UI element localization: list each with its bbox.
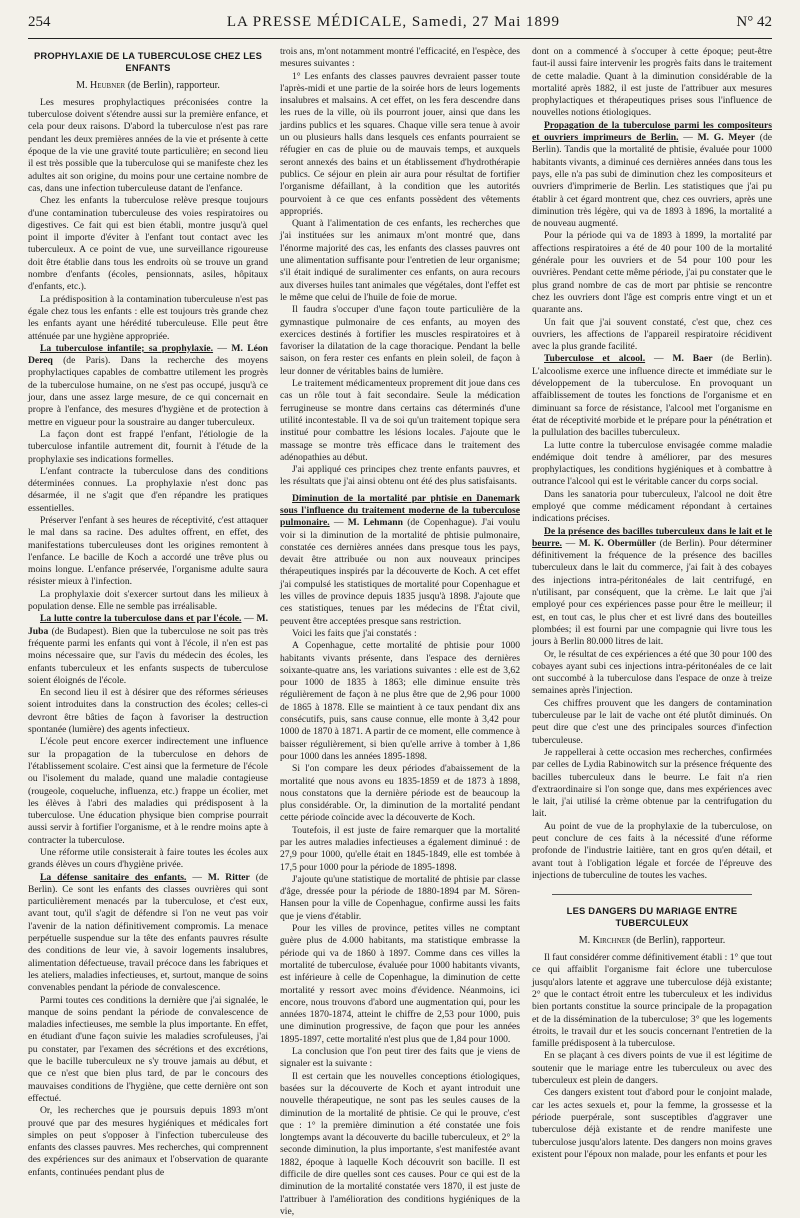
paragraph: Ces dangers existent tout d'abord pour le conjoint malade, car les actes sexuels et, pour la femme, la grossesse et la période puerpérale, sont susceptibles d'aggraver une tuberculose déjà existante et de rendre manifeste une tuberculose jusqu'alors latente. Des dangers non moins graves existent pour l'époux non malade, pour les enfants et pour les bbox=[532, 1087, 772, 1160]
paragraph: Parmi toutes ces conditions la dernière que j'ai signalée, le manque de soins pendant la période de convalescence de maladies infectieuses, me semble la plus importante. En effet, en étudiant d'une façon suivie les maladies scrofuleuses, j'ai pu constater, par l'examen des sécrétions et des excrétions, que le bacille tuberculeux ne s'y trouve jamais au début, et que ce n'est que bien plus tard, de par le concours des mauvaises conditions de l'hygiène, que cette dernière ont son effectué. bbox=[28, 994, 268, 1104]
subsection-heading: Diminution de la mortalité par phtisie en Danemark sous l'influence du traitement moderne de la tuberculose pulmonaire. bbox=[280, 492, 520, 529]
column-1 bbox=[28, 46, 269, 1178]
subsection-text: (de Berlin). Ce sont les enfants des classes ouvrières qui sont particulièrement menacés par la tuberculose, et c'est eux, avant tout, qu'il s'agit de défendre si l'on ne veut pas voir l'avenir de la nation définitivement compromis. La menace perpétuelle suspendue sur la tête des enfants pauvres résulte des conditions de leur vie, à savoir logements insalubres, alimentation défectueuse, travail précoce dans les fabriques et les ateliers, maladies infectieuses, et, surtout, manque de soins convenables pendant la période de convalescence. bbox=[28, 871, 268, 994]
section-divider bbox=[552, 894, 752, 895]
paragraph: Chez les enfants la tuberculose relève presque toujours d'une contamination tuberculeuse des voies respiratoires ou digestives. Ce fait qui est bien établi, montre jusqu'à quel point il importe d'éviter à l'enfant tout contact avec les tuberculeux. A ce point de vue, une surveillance rigoureuse doit être établie dans tous les endroits où se trouve un grand nombre d'enfants (écoles, pensionnats, asiles, hôpitaux d'enfants, etc.). bbox=[28, 195, 268, 293]
section-title: LES DANGERS DU MARIAGE ENTRE TUBERCULEUX bbox=[566, 905, 738, 929]
paragraph: L'enfant contracte la tuberculose dans des conditions déterminées connues. La prophylaxie n'est donc pas désarmée, il ne s'agit que d'en répandre les pratiques essentielles. bbox=[28, 465, 268, 514]
page-header bbox=[28, 14, 772, 36]
paragraph: Une réforme utile consisterait à faire toutes les écoles aux grands élèves un cours d'hygiène privée. bbox=[28, 847, 268, 871]
journal-title: LA PRESSE MÉDICALE, Samedi, 27 Mai 1899 bbox=[226, 14, 561, 30]
header-rule bbox=[28, 38, 772, 39]
subsection: La lutte contre la tuberculose dans et par l'école. — M. Juba (de Budapest). Bien que la tuberculose ne soit pas très fréquente parmi les enfants qui vont à l'école, il n'en est pas moins nécessaire que, sur l'avis du médecin des écoles, les enfants tuberculeux et les enfants suspects de tuberculose soient éloignés de l'école. bbox=[28, 613, 268, 686]
paragraph: A Copenhague, cette mortalité de phtisie pour 1000 habitants vivants présente, dans l'espace des dernières soixante-quatre ans, les variations suivantes : elle est de 3,62 pour 1000 de 1835 à 1863; elle diminue ensuite très régulièrement de façon à ne plus être que de 2,96 pour 1000 de 1865 à 1878. Elle se maintient à ce taux pendant dix ans consécutifs, puis, sans cause connue, elle monte à 3,42 pour 1000 de 1870 à 1871. A partir de ce moment, elle commence à baisser régulièrement, si bien qu'elle arrive à tomber à 1,86 pour 1000 dans les années 1895-1898. bbox=[280, 640, 520, 762]
subsection: Tuberculose et alcool. — M. Baer (de Berlin). L'alcoolisme exerce une influence directe et immédiate sur le développement de la tuberculose. En provoquant un affaiblissement de toutes les fonctions de l'organisme et en diminuant sa force de résistance, l'alcool met l'organisme en état de réceptivité morbide et le prépare pour la pénétration et la pullulation des bacilles tuberculeux. bbox=[532, 353, 772, 439]
author: M. G. Meyer bbox=[697, 132, 756, 144]
subsection: Diminution de la mortalité par phtisie en Danemark sous l'influence du traitement moderne de la tuberculose pulmonaire. — M. Lehmann (de Copenhague). J'ai voulu voir si la diminution de la mortalité de phtisie pulmonaire, constatée ces dernières années dans presque tous les pays, devait être attribuée ou non aux nouveaux principes thérapeutiques inspirés par la découverte de Koch. A cet effet j'ai compulsé les statistiques de mortalité pour Copenhague et les villes de province depuis 1835 jusqu'à 1898. J'ajoute que ces statistiques, tenues par les médecins de l'État civil, peuvent être acceptées presque sans restriction. bbox=[280, 492, 521, 627]
subsection-text: (de Budapest). Bien que la tuberculose ne soit pas très fréquente parmi les enfants qui vont à l'école, il n'en est pas moins nécessaire que, sur l'avis du médecin des écoles, les enfants tuberculeux et les enfants suspects de tuberculose soient éloignés de l'école. bbox=[28, 625, 268, 686]
paragraph: Pour les villes de province, petites villes ne comptant guère plus de 4.000 habitants, ma statistique embrasse la période qui va de 1860 à 1897. Comme dans ces villes la mortalité de tuberculose, évaluée pour 1000 habitants vivants, est inférieure à celle de Copenhague, la diminution de cette mortalité y ressort avec moins d'évidence. Néanmoins, ici encore, nous trouvons d'abord une augmentation qui, pour les années 1870-1874, atteint le chiffre de 2,53 pour 1000, puis une diminution progressive, de façon que pour les années 1895-1897, cette mortalité n'est plus que de 1,84 pour 1000. bbox=[280, 923, 520, 1045]
paragraph: En se plaçant à ces divers points de vue il est légitime de soutenir que le mariage entre les tuberculeux ou avec des tuberculeux est plein de dangers. bbox=[532, 1050, 772, 1087]
author: M. K. Obermüller bbox=[578, 537, 656, 549]
subsection-text: (de Copenhague). J'ai voulu voir si la diminution de la mortalité de phtisie pulmonaire, constatée ces dernières années dans presque tous les pays, devait être attribuée ou non aux nouveaux principes thérapeutiques inspirés par la découverte de Koch. A cet effet j'ai compulsé les statistiques de mortalité pour Copenhague et les villes de province depuis 1835 jusqu'à 1898. J'ajoute que ces statistiques, tenues par les médecins de l'État civil, peuvent être acceptées presque sans restriction. bbox=[280, 517, 521, 627]
paragraph: Dans les sanatoria pour tuberculeux, l'alcool ne doit être employé que comme médicament répondant à certaines indications précises. bbox=[532, 488, 772, 525]
paragraph: Or, les recherches que je poursuis depuis 1893 m'ont prouvé que par des mesures hygiéniques et médicales fort simples on peut s'opposer à l'infection tuberculeuse des enfants des classes pauvres. Mes recherches, qui comprennent des expériences sur des animaux et l'observation de quarante enfants, continuées pendant plus de bbox=[28, 1105, 268, 1178]
issue-number: N° 42 bbox=[736, 14, 772, 30]
paragraph: L'école peut encore exercer indirectement une influence sur la propagation de la tuberculose en dehors de l'établissement scolaire. C'est ainsi que la fermeture de l'école ou l'isolement du malade, quand une maladie contagieuse (rougeole, coqueluche, influenza, etc.) frappe un écolier, met les élèves à l'abri des maladies qui prédisposent à la tuberculose. Une éducation physique bien comprise pourrait aussi servir à fortifier l'organisme, et à le rendre moins apte à contracter la tuberculose. bbox=[28, 736, 268, 846]
paragraph: Or, le résultat de ces expériences a été que 30 pour 100 des cobayes ayant subi ces injections intra-péritonéales de ce lait ont succombé à la tuberculose dans l'espace de onze à treize semaines après l'injection. bbox=[532, 648, 772, 697]
paragraph: Si l'on compare les deux périodes d'abaissement de la mortalité que nous avons eu 1835-1859 et de 1873 à 1898, nous constatons que la dernière période est de beaucoup la plus considérable. Or, la diminution de la mortalité pendant cette période coïncide avec la découverte de Koch. bbox=[280, 763, 520, 824]
rapporteur bbox=[532, 935, 772, 947]
subsection-heading: La lutte contre la tuberculose dans et par l'école. bbox=[40, 613, 242, 625]
paragraph: Les mesures prophylactiques préconisées contre la tuberculose doivent s'étendre aussi sur la première enfance, et cela pour deux raisons. D'abord la tuberculose n'est pas rare pendant les deux premières années de la vie et présente à cette époque de la vie une gravité toute particulière; en second lieu il est très possible que la tuberculose qui se manifeste chez les adultes ait son origine, du moins pour une certaine nombre de cas, dans une infection tuberculeuse datant de l'enfance. bbox=[28, 96, 268, 194]
subsection: Propagation de la tuberculose parmi les compositeurs et ouvriers imprimeurs de Berlin. — M. G. Meyer (de Berlin). Tandis que la mortalité de phtisie, évaluée pour 1000 habitants vivants, a diminué ces dernières années dans tous les pays, elle n'a pas subi de diminution chez les compositeurs et ouvriers d'imprimerie de Berlin. Les statistiques que j'ai pu établir à cet égard montrent que, chez ces ouvriers, après une diminution très légère, qui va de 1893 à 1896, la mortalité a de nouveau augmenté. bbox=[532, 119, 772, 230]
column-2 bbox=[280, 46, 521, 1217]
paragraph: Toutefois, il est juste de faire remarquer que la mortalité par les autres maladies infectieuses a également diminué : de 27,9 pour 1000, qu'elle était en 1845-1849, elle est tombée à 17,5 pour 1000 pour la période de 1895-1898. bbox=[280, 824, 520, 873]
paragraph: Un fait que j'ai souvent constaté, c'est que, chez ces ouvriers, les affections de l'appareil respiratoire récidivent avec la plus grande facilité. bbox=[532, 316, 772, 353]
columns bbox=[28, 46, 772, 1217]
subsection: La tuberculose infantile; sa prophylaxie. — M. Léon Dereq (de Paris). Dans la recherche des moyens prophylactiques capables de combattre utilement les progrès de la tuberculose humaine, on ne s'est pas occupé, jusqu'à ce jour, dans une assez large mesure, de ce qui concernait en propre à l'enfance, des mesures d'hygiène et de protection à mettre en vigueur pour la soustraire au danger tuberculeux. bbox=[28, 342, 269, 428]
paragraph: Il est certain que les nouvelles conceptions étiologiques, basées sur la découverte de Koch et ayant introduit une nouvelle thérapeutique, ne sont pas les seules causes de la diminution de la mortalité de phtisie. Ce qui le prouve, c'est que : 1° la première diminution a été constatée une fois longtemps avant la découverte du bacille tuberculeux, et 2° la seconde diminution, la plus importante, s'est manifestée avant 1882, époque à laquelle Koch découvrit son bacille. Il est difficile de dire quelles sont ces causes. Pour ce qui est de la diminution de la mortalité constatée vers 1870, il est juste de l'attribuer à l'amélioration des conditions hygiéniques de la vie, bbox=[280, 1070, 520, 1217]
paragraph: trois ans, m'ont notamment montré l'efficacité, en l'espèce, des mesures suivantes : bbox=[280, 46, 520, 70]
rapporteur-name: M. Kirchner bbox=[578, 934, 631, 946]
rapporteur-affiliation: (de Berlin), rapporteur. bbox=[125, 79, 220, 91]
paragraph: La prophylaxie doit s'exercer surtout dans les milieux à population dense. Elle ne semble pas irréalisable. bbox=[28, 588, 268, 613]
subsection-text: (de Paris). Dans la recherche des moyens prophylactiques capables de combattre utilement les progrès de la tuberculose humaine, on ne s'est pas occupé, jusqu'à ce jour, dans une assez large mesure, de ce qui concernait en propre à l'enfance, des mesures d'hygiène et de protection à mettre en vigueur pour la soustraire au danger tuberculeux. bbox=[28, 355, 268, 428]
subsection-heading: Tuberculose et alcool. bbox=[544, 353, 646, 365]
section-title: PROPHYLAXIE DE LA TUBERCULOSE CHEZ LES ENFANTS bbox=[33, 50, 263, 74]
paragraph: Je rappellerai à cette occasion mes recherches, confirmées par celles de Lydia Rabinowitch sur la présence fréquente des bacilles tuberculeux dans le beurre. Le fait n'a rien d'extraordinaire si l'on songe que, dans mes expériences avec le lait, j'ai utilisé la crème obtenue par la centrifugation du lait. bbox=[532, 746, 772, 820]
paragraph: Voici les faits que j'ai constatés : bbox=[292, 627, 417, 639]
subsection-text: (de Berlin). L'alcoolisme exerce une influence directe et immédiate sur le développement de la tuberculose. En provoquant un affaiblissement de toutes les fonctions de l'organisme et en diminuant sa force de résistance, l'alcool met l'organisme en état de réceptivité morbide et le prépare pour la pénétration et la pullulation des bacilles tuberculeux. bbox=[532, 353, 772, 439]
page-number: 254 bbox=[28, 14, 51, 30]
paragraph: Pour la période qui va de 1893 à 1899, la mortalité par affections respiratoires a été de 40 pour 100 de la mortalité générale pour les ouvriers et de 54 pour 100 pour les ouvrières. Pendant cette même période, j'ai pu constater que le plus grand nombre de cas de mort par phtisie se rencontre chez les ouvriers dont l'âge est compris entre vingt et un et quarante ans. bbox=[532, 230, 772, 316]
author: M. Ritter bbox=[207, 871, 250, 883]
subsection-text: (de Berlin). Pour déterminer définitivement la fréquence de la présence des bacilles tuberculeux dans le lait du commerce, j'ai fait à des cobayes des injections intra-péritonéales de lait centrifugé, en n'utilisant, par conséquent, que la crème. Le lait que j'ai employé pour ces expériences passe pour être le meilleur; il est, en tout cas, le plus cher et est livré dans des bouteilles plombées; il est fourni par une compagnie qui livre tous les jours à Berlin 80.000 litres de lait. bbox=[532, 537, 772, 648]
paragraph: Ces chiffres prouvent que les dangers de contamination tuberculeuse par le lait de vache ont été plutôt diminués. On peut dire que c'est une des principales sources d'infection tuberculeuse. bbox=[532, 697, 772, 746]
paragraph: Le traitement médicamenteux proprement dit joue dans ces cas un rôle tout à fait secondaire. Seule la médication ferrugineuse se montre dans certains cas déterminés d'une utilité incontestable. Il va de soi qu'un traitement topique sera institué pour combattre les lésions locales. J'ajoute que le massage se montre très efficace dans le traitement des adénopathies au début. bbox=[280, 378, 520, 463]
author: M. Lehmann bbox=[347, 517, 403, 529]
paragraph: Préserver l'enfant à ses heures de réceptivité, c'est attaquer le mal dans sa racine. Des adultes offrent, en effet, des manifestations tuberculeuses dont les origines remontent à l'enfance. Le bacille de Koch a accordé une trêve plus ou moins longue. L'enfance préservée, l'organisme adulte saura résister mieux à l'infection. bbox=[28, 514, 268, 588]
subsection: De la présence des bacilles tuberculeux dans le lait et le beurre. — M. K. Obermüller (de Berlin). Pour déterminer définitivement la fréquence de la présence des bacilles tuberculeux dans le lait du commerce, j'ai fait à des cobayes des injections intra-péritonéales de lait centrifugé, en n'utilisant, par conséquent, que la crème. Le lait que j'ai employé pour ces expériences passe pour être le meilleur; il est, en tout cas, le plus cher et est livré dans des bouteilles plombées; il est fourni par une compagnie qui livre tous les jours à Berlin 80.000 litres de lait. bbox=[532, 525, 772, 648]
paragraph: J'ai appliqué ces principes chez trente enfants pauvres, et les résultats que j'ai ainsi obtenu ont été des plus satisfaisants. bbox=[280, 464, 520, 488]
subsection-heading: La défense sanitaire des enfants. bbox=[40, 871, 187, 883]
paragraph: La façon dont est frappé l'enfant, l'étiologie de la tuberculose infantile autrement dit, fournit à l'étude de la prophylaxie ses indications formelles. bbox=[28, 428, 268, 465]
paragraph: Au point de vue de la prophylaxie de la tuberculose, on peut conclure de ces faits à la nécessité d'une réforme profonde de l'industrie laitière, tant en gros qu'en détail, et avant tout à l'obligation légale et forcée de l'épreuve des injections de tuberculine de toutes les vaches. bbox=[532, 820, 772, 881]
subsection-heading: De la présence des bacilles tuberculeux dans le lait et le beurre. bbox=[532, 525, 772, 549]
paragraph: La conclusion que l'on peut tirer des faits que je viens de signaler est la suivante : bbox=[280, 1046, 520, 1070]
paragraph: Il faudra s'occuper d'une façon toute particulière de la gymnastique pulmonaire de ces enfants, au moyen des exercices destinés à fortifier les muscles respiratoires et à favoriser la dilatation de la cage thoracique. Pendant la belle saison, on fera rester ces enfants en plein soleil, de façon à leur donner de véritables bains de lumière. bbox=[280, 304, 520, 377]
paragraph: Quant à l'alimentation de ces enfants, les recherches que j'ai instituées sur les animaux m'ont montré que, dans l'énorme majorité des cas, les enfants des classes pauvres ont une alimentation suffisante pour l'entretien de leur organisme; s'il était indiqué de suralimenter ces enfants, on aura recours aux diverses huiles tant animales que végétales, dont l'effet est le même que celui de l'huile de foie de morue. bbox=[280, 218, 520, 303]
paragraph: En second lieu il est à désirer que des réformes sérieuses soient introduites dans la construction des écoles; celles-ci devront être bâties de façon à favoriser la destruction spontanée (lumière) des agents infectieux. bbox=[28, 687, 268, 736]
rapporteur-name: M. Heubner bbox=[76, 79, 126, 91]
subsection: La défense sanitaire des enfants. — M. Ritter (de Berlin). Ce sont les enfants des classes ouvrières qui sont particulièrement menacés par la tuberculose, et c'est eux, avant tout, qu'il s'agit de défendre si l'on ne veut pas voir l'avenir de la nation définitivement compromis. La menace perpétuelle suspendue sur la tête des enfants pauvres résulte des conditions de leur vie, à savoir logements insalubres, alimentation défectueuse, travail précoce dans les fabriques et les ateliers, maladies infectieuses, et, surtout, manque de soins convenables pendant la période de convalescence. bbox=[28, 871, 268, 994]
subsection-text: (de Berlin). Tandis que la mortalité de phtisie, évaluée pour 1000 habitants vivants, a diminué ces dernières années dans tous les pays, elle n'a pas subi de diminution chez les compositeurs et ouvriers d'imprimerie de Berlin. Les statistiques que j'ai pu établir à cet égard montrent que, chez ces ouvriers, après une diminution très légère, qui va de 1893 à 1896, la mortalité a de nouveau augmenté. bbox=[532, 132, 772, 230]
paragraph: La prédisposition à la contamination tuberculeuse n'est pas égale chez tous les enfants : elle est toujours très grande chez les enfants ayant une hérédité tuberculeuse. Elle peut être atténuée par une hygiène appropriée. bbox=[28, 293, 268, 342]
paragraph: Il faut considérer comme définitivement établi : 1° que tout ce qui affaiblit l'organisme fait éclore une tuberculose jusqu'alors latente et aggrave une tuberculose déjà existante; 2° que le contact étroit entre les tuberculeux et les individus bien portants constitue la source principale de la propagation et de la dissémination de la tuberculose; 3° que les logements étroits, le travail dur et les soucis concernant l'entretien de la famille prédisposent à la tuberculose. bbox=[532, 952, 772, 1050]
paragraph: J'ajoute qu'une statistique de mortalité de phtisie par classe d'âge, dressée pour la période de 1880-1894 par M. Sören-Hansen pour la ville de Copenhague, confirme aussi les faits que je viens d'établir. bbox=[280, 873, 520, 922]
rapporteur bbox=[28, 80, 268, 92]
author: M. Juba bbox=[28, 613, 268, 637]
author: M. Léon Dereq bbox=[28, 342, 269, 367]
paragraph: La lutte contre la tuberculose envisagée comme maladie endémique doit tendre à améliorer, par des mesures prophylactiques, les conditions hygiéniques et à combattre à outrance l'alcool qui est le véritable cancer du corps social. bbox=[532, 439, 772, 488]
column-3 bbox=[532, 46, 772, 1160]
subsection-heading: Propagation de la tuberculose parmi les compositeurs et ouvriers imprimeurs de Berlin. bbox=[532, 119, 772, 144]
subsection-heading: La tuberculose infantile; sa prophylaxie. bbox=[40, 342, 214, 354]
author: M. Baer bbox=[672, 353, 713, 365]
paragraph: 1° Les enfants des classes pauvres devraient passer toute l'après-midi et une partie de la soirée hors de leurs logements insalubres et malsains. A cet effet, on les fera descendre dans les rues de la ville, où ils pourront jouer, ainsi que dans les jardins publics et les squares. Chaque ville sera tenue à avoir un ou plusieurs halls dans lesquels ces enfants pourraient se réfugier en cas de pluie ou de mauvais temps, et auxquels seront annexés des bains et un établissement d'hydrothérapie publics. Ce séjour en plein air aura pour résultat de fortifier l'organisme défaillant, à la condition que les autorités pourvoient à ce que ces enfants possèdent des vêtements appropriés. bbox=[280, 70, 520, 217]
paragraph: dont on a commencé à s'occuper à cette époque; peut-être faut-il aussi faire intervenir les progrès faits dans le traitement de cette maladie. Quant à la diminution considérable de la mortalité après 1882, il est juste de l'attribuer aux mesures prophylactiques et thérapeutiques prises sous l'influence de nouvelles notions étiologiques. bbox=[532, 46, 772, 119]
rapporteur-affiliation: (de Berlin), rapporteur. bbox=[630, 934, 726, 946]
